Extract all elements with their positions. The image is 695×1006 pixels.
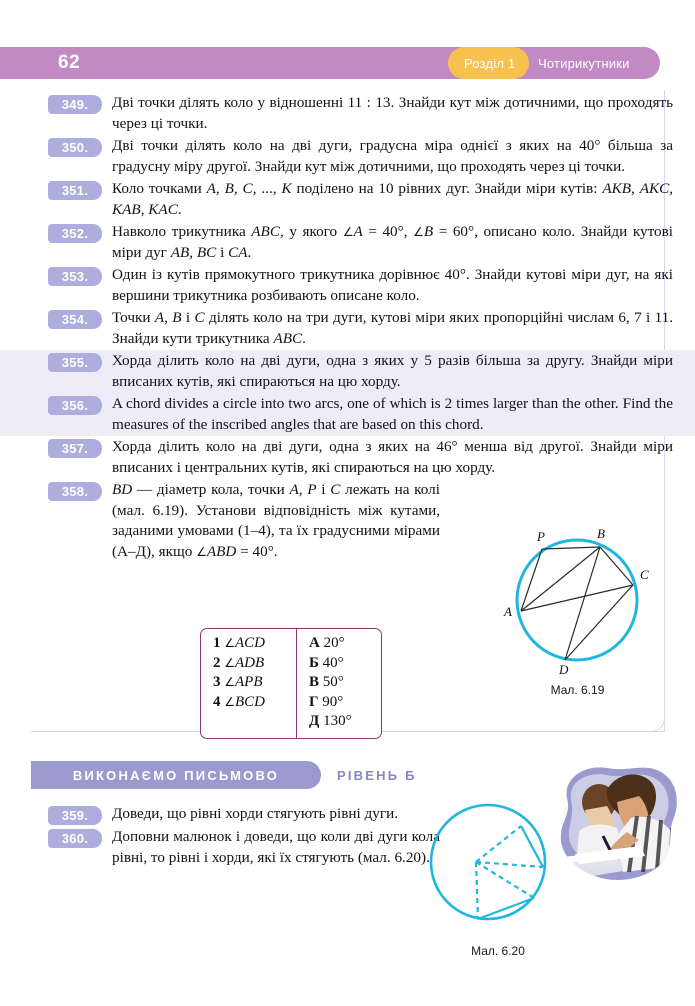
point-label-B: B bbox=[597, 526, 605, 541]
table-row: Г 90° bbox=[309, 693, 344, 710]
exercise-text: A chord divides a circle into two arcs, one of which is 2 times larger than the other. Find the measures of the inscribed angles that are based on this chord. bbox=[112, 395, 673, 433]
exercise-number-badge: 354. bbox=[48, 310, 102, 329]
matching-table-conditions bbox=[201, 629, 297, 738]
exercise-number-badge: 349. bbox=[48, 95, 102, 114]
exercise-item bbox=[0, 350, 695, 393]
figure-caption: Мал. 6.20 bbox=[471, 944, 525, 958]
exercise-list bbox=[0, 92, 695, 563]
chapter-title: Чотирикутники bbox=[538, 55, 630, 71]
exercise-number-badge: 358. bbox=[48, 482, 102, 501]
exercise-text: Точки A, B і C ділять коло на три дуги, кутові міри яких пропорційні числам 6, 7 і 11. Знайди кути трикутника ABC. bbox=[112, 309, 674, 347]
point-label-D: D bbox=[559, 662, 569, 674]
exercise-number-badge: 359. bbox=[48, 806, 102, 825]
content-frame-corner bbox=[640, 700, 665, 732]
section-banner bbox=[31, 761, 321, 789]
exercise-number-badge: 351. bbox=[48, 181, 102, 200]
exercise-number-badge: 355. bbox=[48, 353, 102, 372]
exercise-text: Дві точки ділять коло на дві дуги, градусна міра однієї з яких на 40° більша за градусну міру другої. Знайди кут між дотичними, що проходять через ці точки. bbox=[112, 137, 673, 175]
exercise-text: Хорда ділить коло на дві дуги, одна з яких на 46° менша від другої. Знайди міри вписаних і центральних кутів, які спираються на цю хорду. bbox=[112, 438, 673, 476]
circle-diagram-619 bbox=[485, 524, 670, 674]
exercise-number-badge: 356. bbox=[48, 396, 102, 415]
exercise-number-badge: 353. bbox=[48, 267, 102, 286]
exercise-text: Доведи, що рівні хорди стягують рівні дуги. bbox=[112, 805, 398, 822]
matching-table-answers bbox=[297, 629, 381, 738]
exercise-text: Навколо трикутника ABC, у якого ∠A = 40°, ∠B = 60°, описано коло. Знайди кутові міри дуг AB, BC і CA. bbox=[112, 223, 673, 261]
table-row: Д 130° bbox=[309, 713, 352, 729]
table-row: 2 ∠ADB bbox=[213, 654, 265, 671]
photo-blob-illustration bbox=[545, 762, 695, 897]
exercise-text: Доповни малюнок і доведи, що коли дві дуги кола рівні, то рівні і хорди, які їх стягують (мал. 6.20). bbox=[112, 828, 440, 866]
exercise-text: Один із кутів прямокутного трикутника дорівнює 40°. Знайди кутові міри дуг, на які вершини трикутника розбивають описане коло. bbox=[112, 266, 673, 304]
exercise-item bbox=[0, 393, 695, 436]
exercise-item bbox=[0, 178, 695, 221]
matching-table bbox=[200, 628, 382, 739]
exercise-text: BD — діаметр кола, точки A, P і C лежать на колі (мал. 6.19). Установи відповідність між кутами, заданими умовами (1–4), та їх градусними мірами (А–Д), якщо ∠ABD = 40°. bbox=[112, 481, 440, 560]
exercise-number-badge: 360. bbox=[48, 829, 102, 848]
table-row: Б 40° bbox=[309, 654, 344, 671]
exercise-item bbox=[0, 307, 695, 350]
table-row: 1 ∠ACD bbox=[213, 635, 266, 651]
section-banner-label: ВИКОНАЄМО ПИСЬМОВО bbox=[72, 767, 280, 783]
section-level-label: РІВЕНЬ Б bbox=[337, 767, 417, 783]
table-row: А 20° bbox=[309, 635, 345, 651]
chord-lines bbox=[521, 547, 633, 660]
point-label-A: A bbox=[504, 604, 512, 619]
exercise-number-badge: 350. bbox=[48, 138, 102, 157]
chapter-label: Розділ 1 bbox=[464, 55, 516, 71]
exercise-number-badge: 352. bbox=[48, 224, 102, 243]
exercise-text: Дві точки ділять коло у відношенні 11 : 13. Знайди кут між дотичними, що проходять через ці точки. bbox=[112, 94, 673, 132]
point-label-C: C bbox=[640, 567, 649, 582]
table-row: 3 ∠APB bbox=[213, 674, 263, 690]
figure-6-19 bbox=[485, 524, 670, 697]
exercise-item bbox=[0, 264, 695, 307]
figure-caption: Мал. 6.19 bbox=[550, 683, 605, 697]
chord-lines bbox=[478, 826, 543, 919]
exercise-text: Коло точками A, B, C, ..., K поділено на 10 рівних дуг. Знайди міри кутів: AKB, AKC, KAB, KAC. bbox=[112, 180, 674, 218]
exercise-item bbox=[0, 135, 695, 178]
radius-lines-dashed bbox=[476, 826, 543, 919]
exercise-number-badge: 357. bbox=[48, 439, 102, 458]
chapter-pill bbox=[448, 47, 529, 79]
students-photo bbox=[545, 762, 695, 897]
page-number: 62 bbox=[58, 52, 81, 73]
exercise-item bbox=[0, 436, 695, 479]
exercise-item bbox=[0, 221, 695, 264]
table-row: В 50° bbox=[309, 674, 344, 690]
exercise-item bbox=[0, 92, 695, 135]
table-row: 4 ∠BCD bbox=[213, 693, 266, 710]
exercise-text: Хорда ділить коло на дві дуги, одна з яких у 5 разів більша за другу. Знайди міри вписаних кутів, які спираються на цю хорду. bbox=[112, 352, 673, 390]
point-label-P: P bbox=[537, 529, 545, 544]
